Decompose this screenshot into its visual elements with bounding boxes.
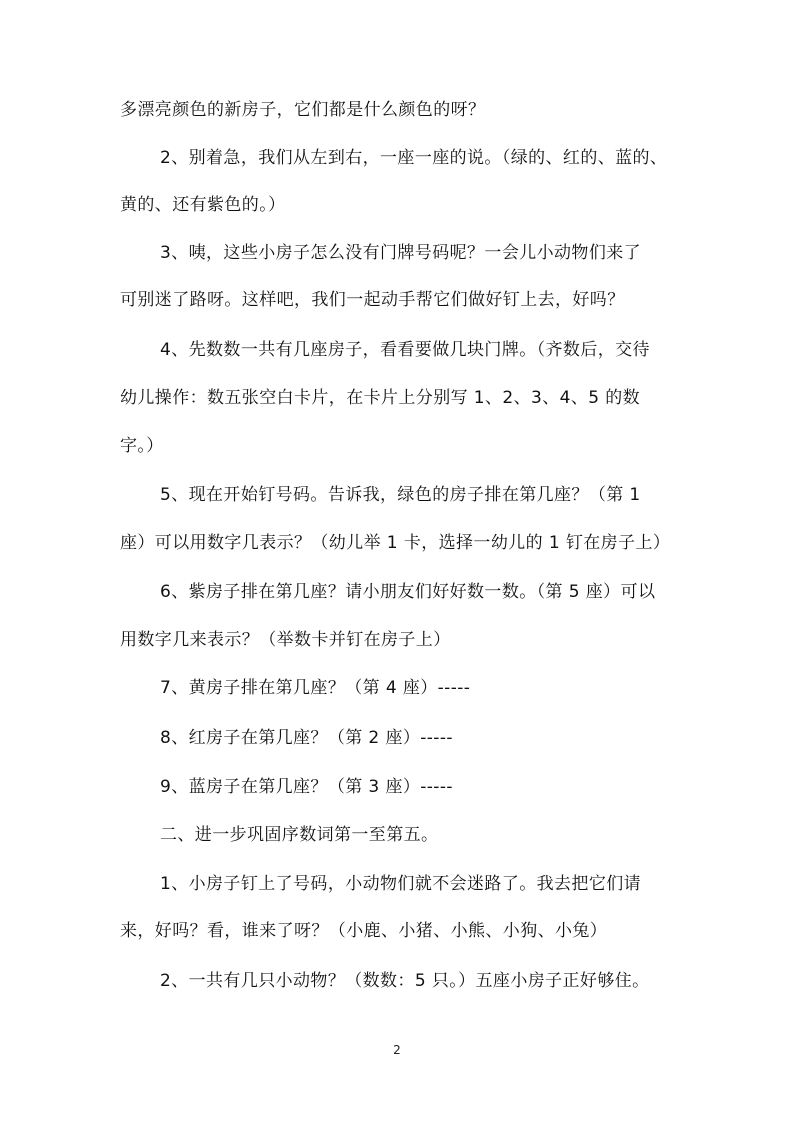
text-line-2: 2、别着急，我们从左到右，一座一座的说。（绿的、红的、蓝的、 (160, 148, 668, 168)
text-line-14: 8、红房子在第几座？（第 2 座）----- (160, 728, 453, 748)
text-line-9: 5、现在开始钉号码。告诉我，绿色的房子排在第几座？（第 1 (160, 485, 641, 505)
text-line-10: 座）可以用数字几表示？（幼儿举 1 卡，选择一幼儿的 1 钉在房子上） (120, 533, 671, 553)
text-line-16: 二、进一步巩固序数词第一至第五。 (160, 825, 439, 845)
text-line-17: 1、小房子钉上了号码，小动物们就不会迷路了。我去把它们请 (160, 874, 642, 894)
text-line-15: 9、蓝房子在第几座？（第 3 座）----- (160, 777, 453, 797)
text-line-4: 3、咦，这些小房子怎么没有门牌号码呢？一会儿小动物们来了 (160, 243, 642, 263)
page-number: 2 (393, 1043, 401, 1057)
text-line-12: 用数字几来表示？（举数卡并钉在房子上） (120, 630, 451, 650)
text-line-8: 字。） (120, 436, 164, 456)
text-line-11: 6、紫房子排在第几座？请小朋友们好好数一数。（第 5 座）可以 (160, 582, 656, 602)
text-line-6: 4、先数数一共有几座房子，看看要做几块门牌。（齐数后，交待 (160, 340, 650, 360)
text-line-3: 黄的、还有紫色的。） (120, 195, 286, 215)
text-line-1: 多漂亮颜色的新房子，它们都是什么颜色的呀？ (120, 100, 486, 120)
text-line-7: 幼儿操作：数五张空白卡片，在卡片上分别写 1、2、3、4、5 的数 (120, 388, 641, 408)
text-line-19: 2、一共有几只小动物？（数数：5 只。）五座小房子正好够住。 (160, 971, 650, 991)
text-line-18: 来，好吗？看，谁来了呀？（小鹿、小猪、小熊、小狗、小兔） (120, 921, 608, 941)
text-line-13: 7、黄房子排在第几座？（第 4 座）----- (160, 678, 471, 698)
text-line-5: 可别迷了路呀。这样吧，我们一起动手帮它们做好钉上去，好吗？ (120, 290, 625, 310)
